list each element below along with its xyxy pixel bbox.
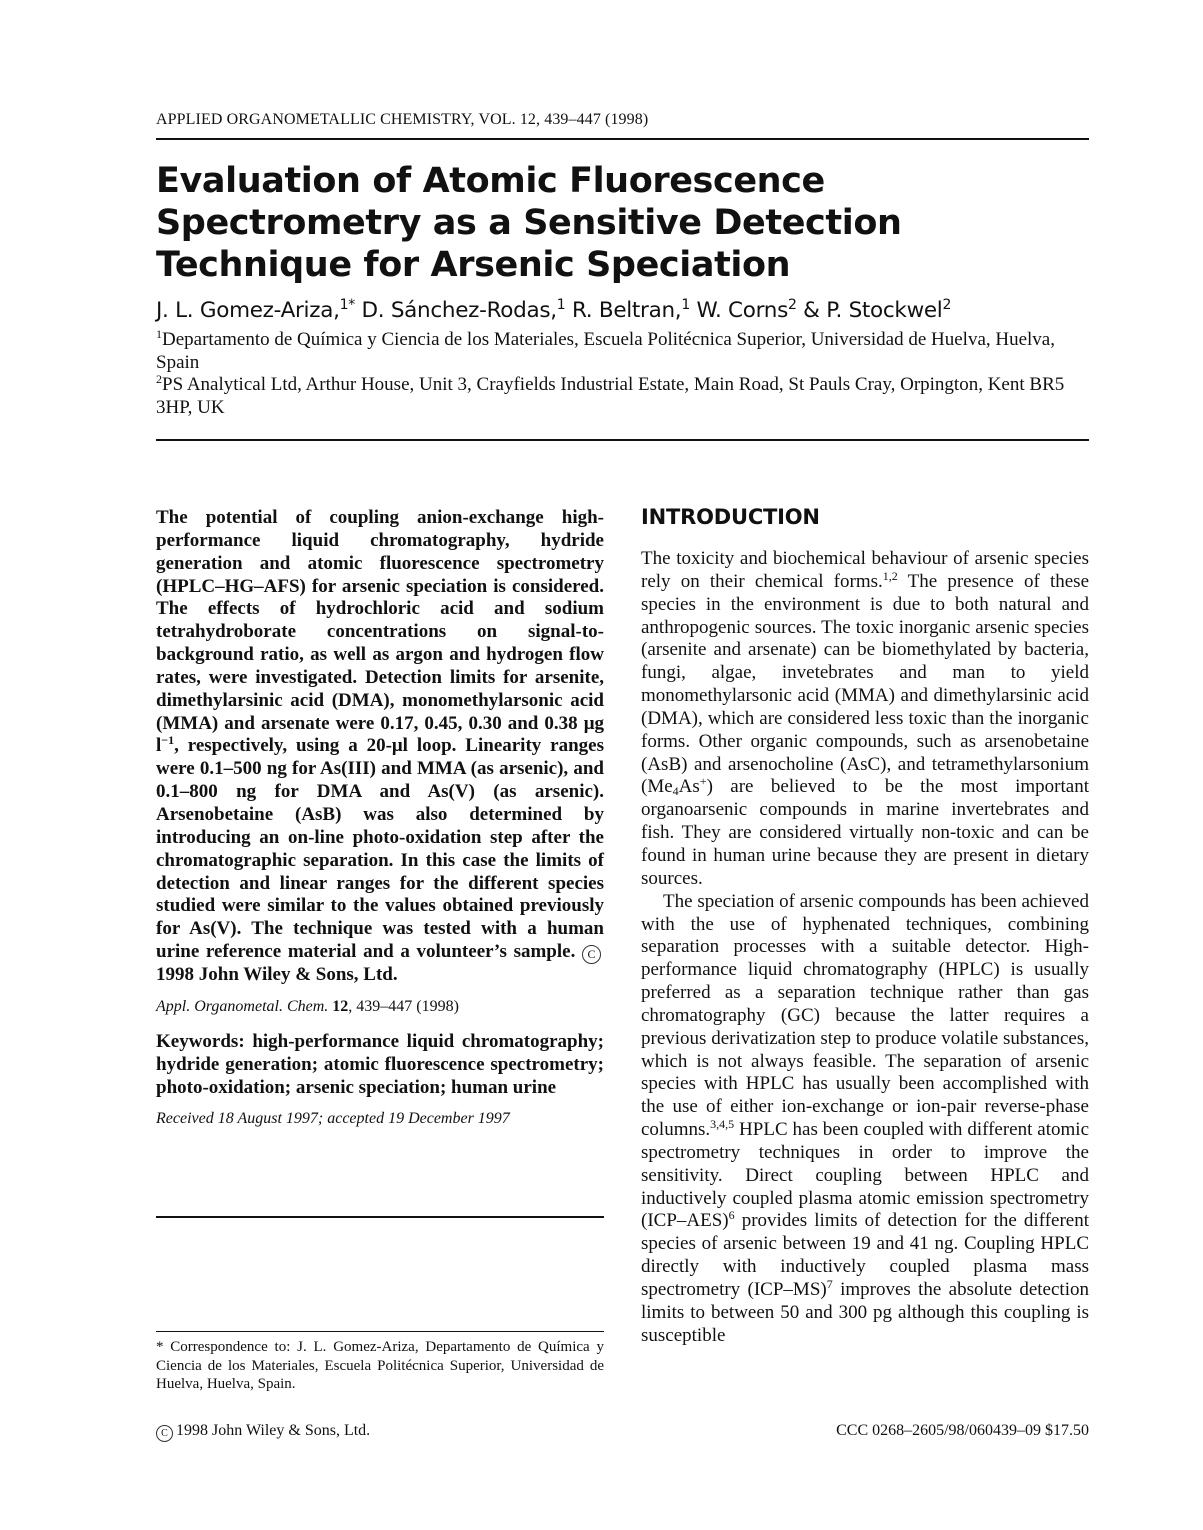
reference-marker[interactable]: 3,4,5 [710,1117,735,1132]
article-title [156,160,1089,286]
author-name: D. Sánchez-Rodas, [361,298,557,323]
intro-paragraph-2: The speciation of arsenic compounds has been achieved with the use of hyphenated techniques, combining separation processes with a suitable detector. High-performance liquid chromatography (HPLC) is usually preferred as a separation technique rather than gas chromatography (GC) because the latter requires a previous derivatization step to produce volatile substances, which is not always feasible. The separation of arsenic species with HPLC has usually been accomplished with the use of either ion-exchange or ion-pair reverse-phase columns.$^{3,4,5}$ HPLC has been coupled with different atomic spectrometry techniques in order to improve the sensitivity. Direct coupling between HPLC and inductively coupled plasma atomic emission spectrometry $(ICP-AES)^6$ provides limits of detection for the different species of arsenic between 19 and 41 ng. Coupling HPLC directly with inductively coupled plasma mass spectrometry $(ICP-MS)^7$ improves the absolute detection limits to between 50 and 300 pg although this coupling is susceptible [641,890,1089,1346]
affiliation-marker: 2 [788,297,797,313]
reference-marker[interactable]: 6 [728,1208,735,1223]
keywords [156,1031,604,1100]
copyright-icon: C [156,1425,173,1442]
header-rule [156,138,1089,140]
received-dates: Received 18 August 1997; accepted 19 December 1997 [156,1110,510,1128]
journal-citation: Appl. Organometal. Chem. 12, 439–447 (1998) [156,997,459,1015]
left-column [156,507,604,1129]
abstract: The potential of coupling anion-exchange high-performance liquid chromatography, hydride generation and atomic fluorescence spectrometry (HPLC–HG–AFS) for arsenic speciation is considered. The effects of hydrochloric acid and sodium tetrahydroborate concentrations on signal-to-background ratio, as well as argon and hydrogen flow rates, were investigated. Detection limits for arsenite, dimethylarsinic acid (DMA), monomethylarsonic acid (MMA) and arsenate were 0.17, 0.45, 0.30 and 0.38 μg $l^{-1}$, respectively, using a 20-μl loop. Linearity ranges were 0.1–500 ng for As(III) and MMA (as arsenic), and 0.1–800 ng for DMA and As(V) (as arsenic). Arsenobetaine (AsB) was also determined by introducing an on-line photo-oxidation step after the chromatographic separation. In this case the limits of detection and linear ranges for the different species studied were similar to the values obtained previously for As(V). The technique was tested with a human urine reference material and a volunteer’s sample. C1998 John Wiley & Sons, Ltd. [156,507,604,986]
title-line-2: Spectrometry as a Sensitive Detection [156,203,902,243]
reference-marker[interactable]: 1,2 [882,568,898,583]
title-line-1: Evaluation of Atomic Fluorescence [156,161,825,201]
title-line-3: Technique for Arsenic Speciation [156,245,791,285]
author-separator: & [803,298,820,323]
copyright-icon: C [582,945,601,964]
keywords-label: Keywords: [156,1030,245,1052]
footnote-rule [156,1331,604,1332]
affiliations [156,329,1089,419]
affiliation-2: $^2$PS Analytical Ltd, Arthur House, Unit 3, Crayfields Industrial Estate, Main Road, St Pauls Cray, Orpington, Kent BR5 3HP, UK [156,372,1065,418]
abstract-end-rule [156,1216,604,1218]
correspondence-footnote: * Correspondence to: J. L. Gomez-Ariza, Departamento de Química y Ciencia de los Materiales, Escuela Politécnica Superior, Universidad de Huelva, Huelva, Spain. [156,1339,604,1392]
title-block-rule [156,439,1089,441]
affiliation-1: $^1$Departamento de Química y Ciencia de los Materiales, Escuela Politécnica Superior, Universidad de Huelva, Huelva, Spain [156,327,1055,373]
right-column [641,503,1089,1348]
affiliation-marker: 1 [681,297,690,313]
affiliation-marker: 1* [339,297,355,313]
running-head: APPLIED ORGANOMETALLIC CHEMISTRY, VOL. 12, 439–447 (1998) [156,111,649,128]
keywords-text: high-performance liquid chromatography; hydride generation; atomic fluorescence spectrometry; photo-oxidation; arsenic speciation; human urine [156,1030,604,1098]
intro-paragraph-1: The toxicity and biochemical behaviour of arsenic species rely on their chemical forms.$^{1,2}$ The presence of these species in the environment is due to both natural and anthropogenic sources. The toxic inorganic arsenic species (arsenite and arsenate) can be biomethylated by bacteria, fungi, algae, invetebrates and man to yield monomethylarsonic acid (MMA) and dimethylarsinic acid (DMA), which are considered less toxic than the inorganic forms. Other organic compounds, such as arsenobetaine (AsB) and arsenocholine (AsC), and tetramethylarsonium $(Me_4As^+)$ are believed to be the most important organoarsenic compounds in marine invertebrates and fish. They are considered virtually non-toxic and can be found in human urine because they are present in dietary sources. [641,548,1089,889]
footer-ccc-code: CCC 0268–2605/98/060439–09 $17.50 [836,1422,1089,1439]
author-name: P. Stockwel [826,298,943,323]
author-name: W. Corns [696,298,789,323]
reference-marker[interactable]: 7 [826,1277,833,1291]
author-name: R. Beltran, [571,298,682,323]
affiliation-marker: 1 [556,297,566,313]
author-name: J. L. Gomez-Ariza, [156,298,340,323]
affiliation-marker: 2 [942,297,952,313]
section-heading-introduction: INTRODUCTION [641,505,820,529]
author-list [156,296,1096,326]
footer-copyright: C 1998 John Wiley & Sons, Ltd. [156,1422,370,1442]
